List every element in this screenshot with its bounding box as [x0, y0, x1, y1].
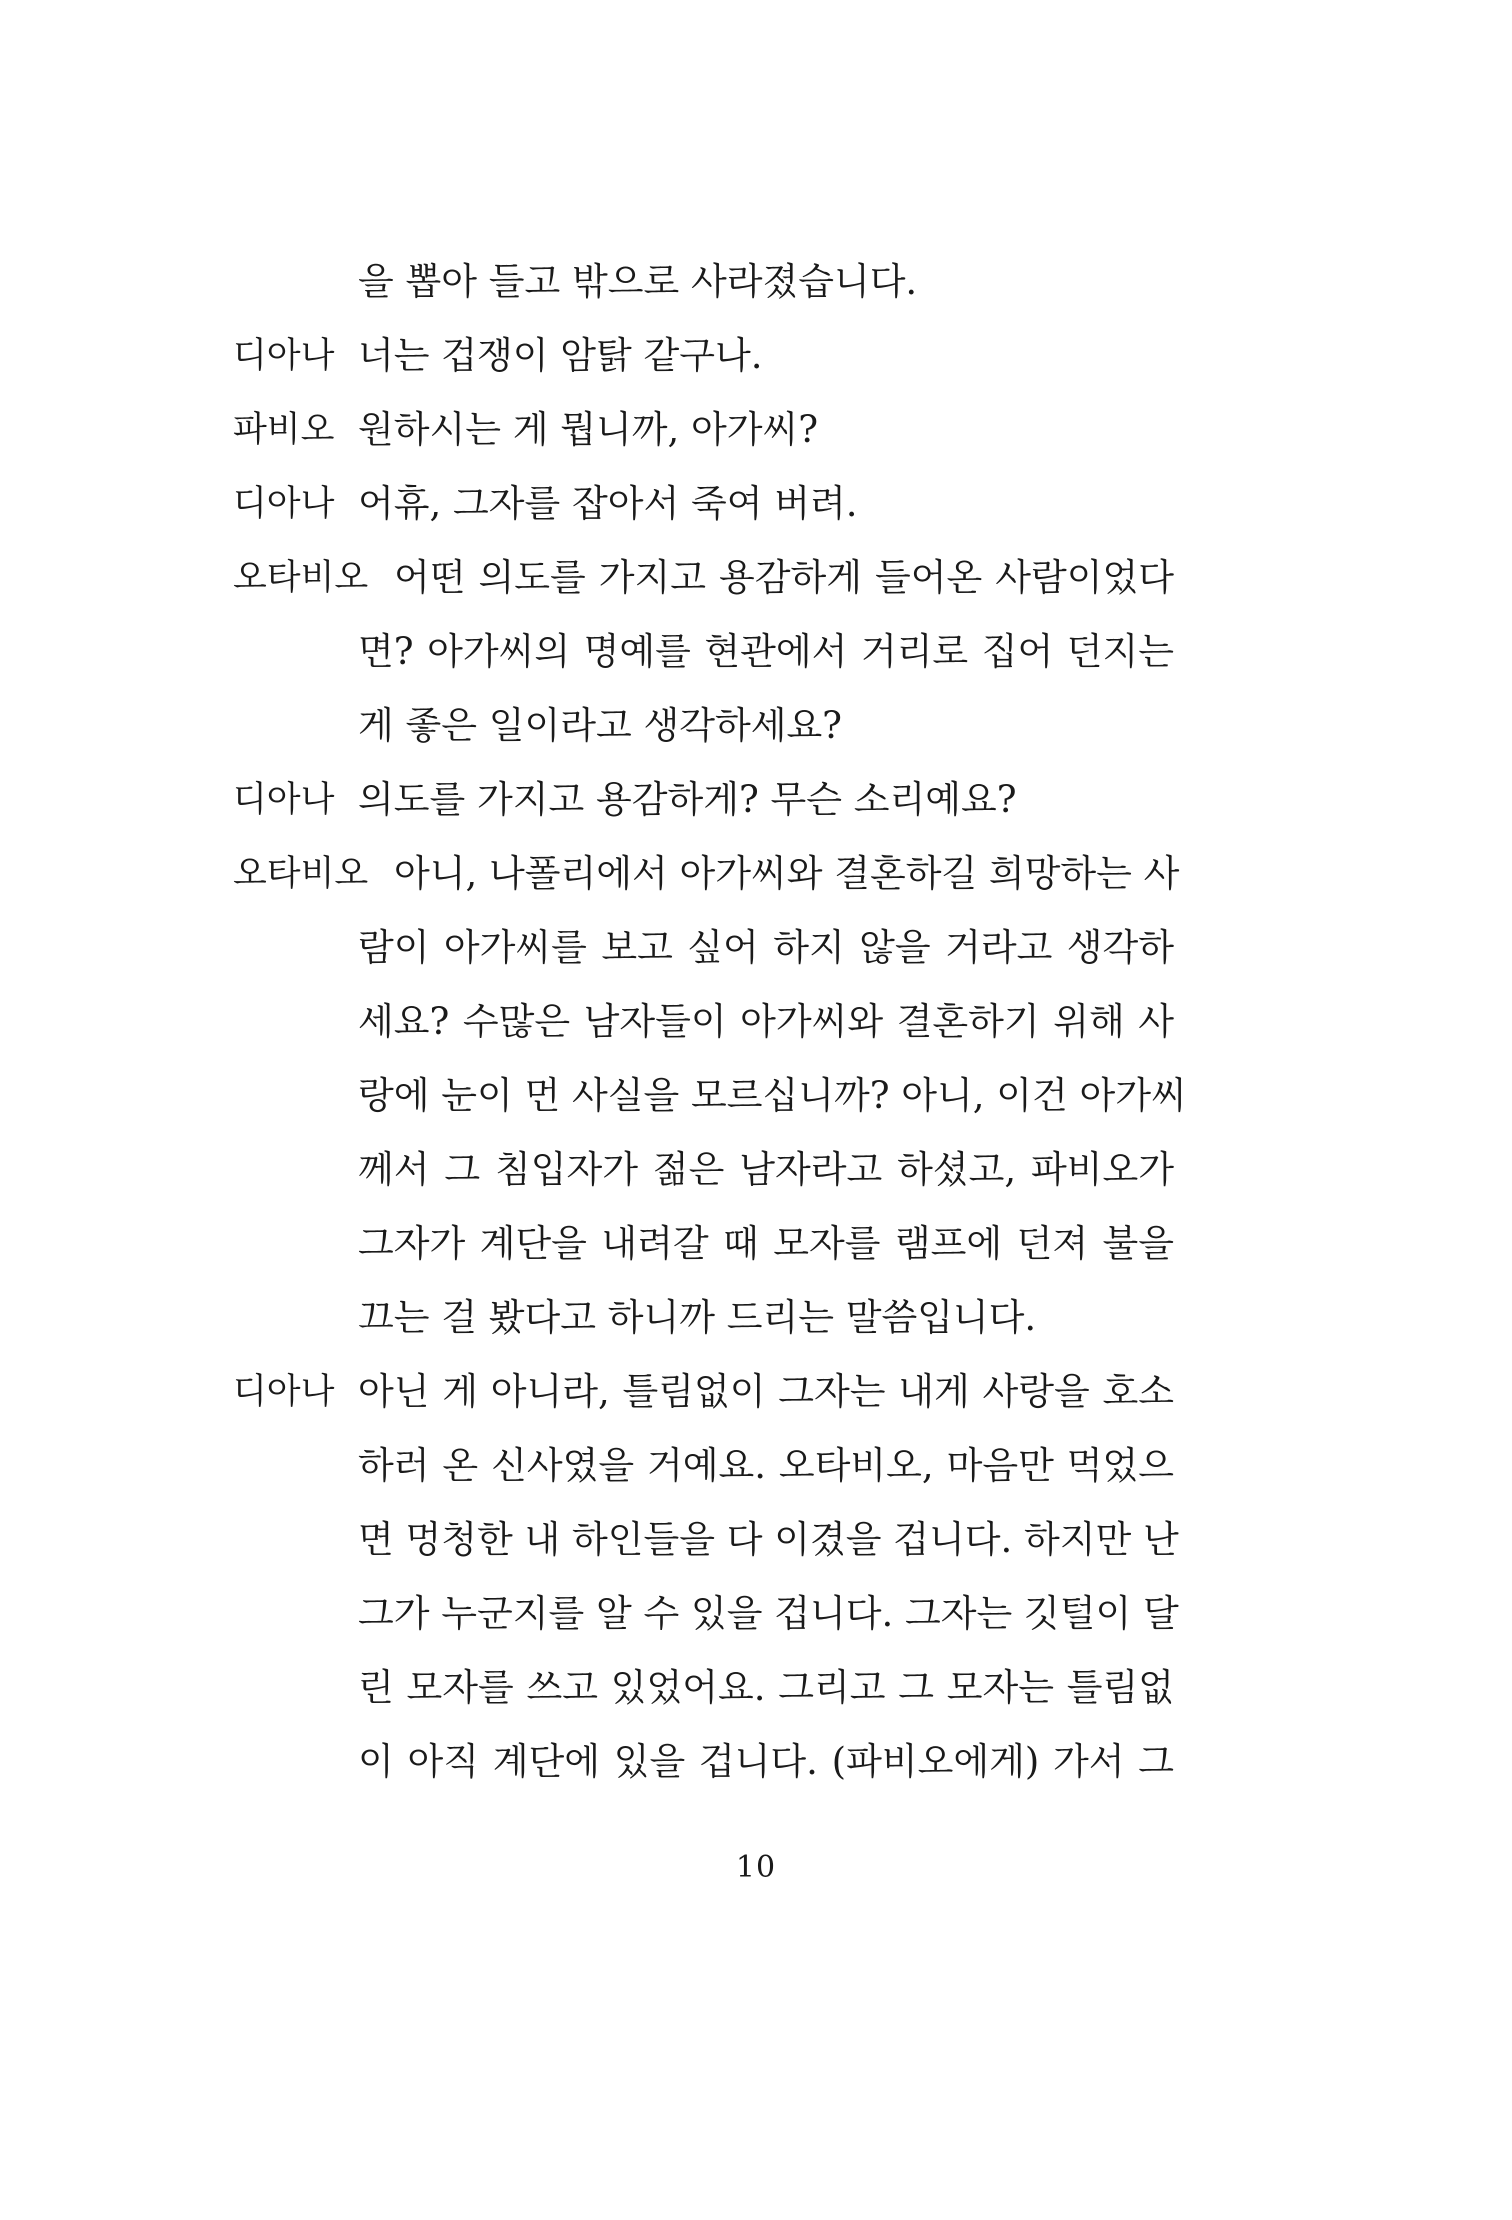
script-line — [0, 1214, 1512, 1274]
speaker-name: 디아나 — [233, 780, 335, 820]
script-line — [0, 1288, 1512, 1348]
line-text: 어휴, 그자를 잡아서 죽여 버려. — [358, 482, 858, 525]
speaker-name: 디아나 — [233, 336, 335, 376]
line-text: 께서 그 침입자가 젊은 남자라고 하셨고, 파비오가 — [358, 1148, 1174, 1191]
line-text: 너는 겁쟁이 암탉 같구나. — [358, 334, 763, 377]
speaker-name: 디아나 — [233, 484, 335, 524]
speaker-name: 오타비오 — [233, 558, 369, 598]
speaker-name: 오타비오 — [233, 854, 369, 894]
script-line — [0, 1362, 1512, 1422]
script-line — [0, 1510, 1512, 1570]
script-line — [0, 622, 1512, 682]
line-text: 그자가 계단을 내려갈 때 모자를 램프에 던져 불을 — [358, 1222, 1174, 1265]
line-text: 이 아직 계단에 있을 겁니다. (파비오에게) 가서 그 — [358, 1740, 1174, 1783]
line-text: 원하시는 게 뭡니까, 아가씨? — [358, 408, 819, 451]
script-line — [0, 1732, 1512, 1792]
script-line — [0, 252, 1512, 312]
script-line — [0, 992, 1512, 1052]
script-line — [0, 696, 1512, 756]
line-text: 어떤 의도를 가지고 용감하게 들어온 사람이었다 — [394, 556, 1174, 599]
speaker-name: 파비오 — [233, 410, 335, 450]
script-line — [0, 1658, 1512, 1718]
line-text: 아닌 게 아니라, 틀림없이 그자는 내게 사랑을 호소 — [358, 1370, 1174, 1413]
script-line — [0, 918, 1512, 978]
script-line — [0, 844, 1512, 904]
line-text: 끄는 걸 봤다고 하니까 드리는 말씀입니다. — [358, 1296, 1037, 1339]
script-line — [0, 1140, 1512, 1200]
line-text: 의도를 가지고 용감하게? 무슨 소리예요? — [358, 778, 1017, 821]
script-line — [0, 400, 1512, 460]
script-line — [0, 474, 1512, 534]
line-text: 아니, 나폴리에서 아가씨와 결혼하길 희망하는 사 — [394, 852, 1180, 895]
script-line — [0, 1436, 1512, 1496]
script-line — [0, 1066, 1512, 1126]
line-text: 을 뽑아 들고 밖으로 사라졌습니다. — [358, 260, 918, 303]
line-text: 랑에 눈이 먼 사실을 모르십니까? 아니, 이건 아가씨 — [358, 1074, 1187, 1117]
line-text: 게 좋은 일이라고 생각하세요? — [358, 704, 843, 747]
script-line — [0, 326, 1512, 386]
line-text: 린 모자를 쓰고 있었어요. 그리고 그 모자는 틀림없 — [358, 1666, 1174, 1709]
line-text: 세요? 수많은 남자들이 아가씨와 결혼하기 위해 사 — [358, 1000, 1174, 1043]
page-number: 10 — [735, 1850, 777, 1885]
line-text: 면? 아가씨의 명예를 현관에서 거리로 집어 던지는 — [358, 630, 1174, 673]
script-line — [0, 1584, 1512, 1644]
line-text: 하러 온 신사였을 거예요. 오타비오, 마음만 먹었으 — [358, 1444, 1174, 1487]
speaker-name: 디아나 — [233, 1372, 335, 1412]
line-text: 그가 누군지를 알 수 있을 겁니다. 그자는 깃털이 달 — [358, 1592, 1179, 1635]
line-text: 람이 아가씨를 보고 싶어 하지 않을 거라고 생각하 — [358, 926, 1174, 969]
script-line — [0, 548, 1512, 608]
script-line — [0, 770, 1512, 830]
line-text: 면 멍청한 내 하인들을 다 이겼을 겁니다. 하지만 난 — [358, 1518, 1179, 1561]
